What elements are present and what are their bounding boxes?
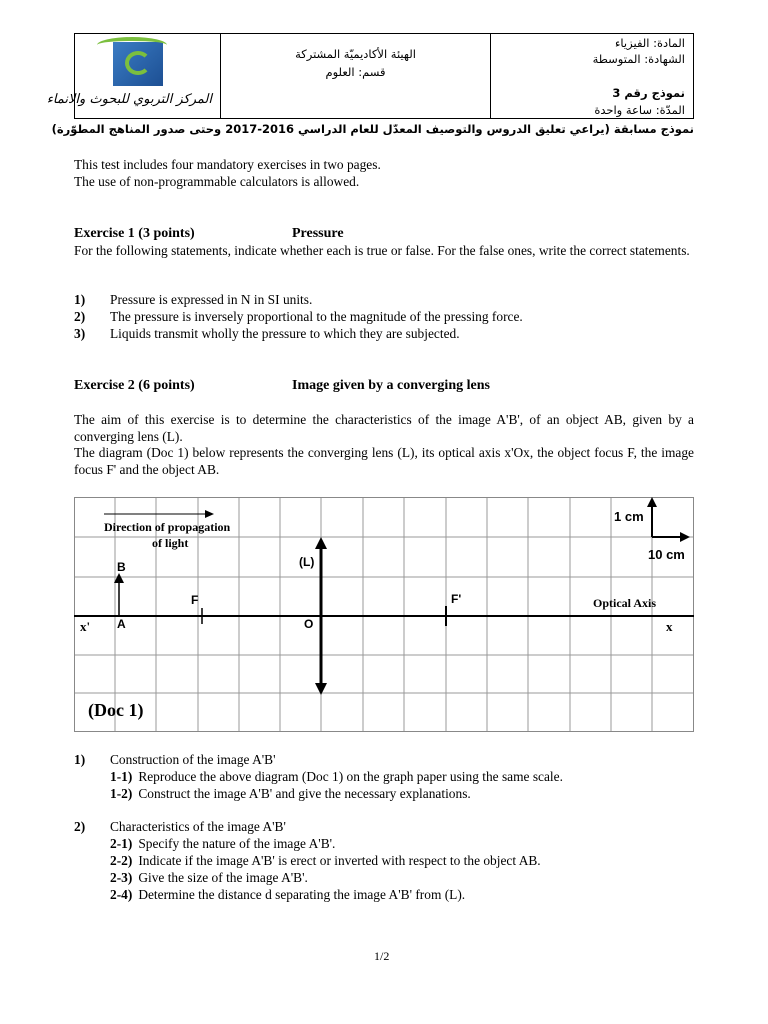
exercise-1-heading: Exercise 1 (3 points) [74, 226, 195, 241]
question-1-2: 1-2) Construct the image A'B' and give the necessary explanations. [110, 786, 471, 801]
header-table [46, 33, 694, 119]
banner-note: نموذج مسابقة (يراعي تعليق الدروس والتوصيف المعدّل للعام الدراسي 2016-2017 وحتى صدور المناهج المطوّرة) [51, 122, 694, 136]
propagation-arrowhead [205, 510, 214, 518]
scale-horizontal-label: 10 cm [648, 547, 685, 562]
lens-top-arrowhead [315, 537, 327, 549]
doc-label: (Doc 1) [88, 700, 144, 720]
department-name: قسم: العلوم [325, 65, 386, 79]
logo-swoosh [97, 37, 167, 53]
optical-axis-label: Optical Axis [593, 596, 657, 610]
duration-label: المدّة: ساعة واحدة [594, 103, 685, 117]
exercise-1-instructions: For the following statements, indicate whether each is true or false. For the false ones, write the correct statements. [74, 243, 690, 258]
focus-fp-label: F' [451, 592, 462, 606]
propagation-label: Direction of propagation [104, 520, 231, 534]
subject-label: المادة: الفيزياء [615, 36, 685, 50]
lens-diagram [74, 497, 694, 732]
center-name: المركز التربوي للبحوث والانماء [46, 92, 212, 107]
question-2-4: 2-4) Determine the distance d separating the image A'B' from (L). [110, 887, 466, 902]
certificate-label: الشهادة: المتوسطة [592, 52, 685, 66]
scale-horizontal-arrowhead [680, 532, 690, 542]
axis-x-label: x [666, 619, 673, 634]
model-number: نموذج رقم 3 [612, 86, 685, 100]
exercise-1-title: Pressure [292, 226, 344, 241]
intro-line-1: This test includes four mandatory exercises in two pages. [74, 157, 381, 172]
axis-xp-label: x' [80, 619, 91, 634]
header-logo-cell [46, 34, 221, 118]
question-2-3: 2-3) Give the size of the image A'B'. [110, 870, 308, 885]
propagation-label-2: of light [152, 536, 189, 550]
lens-label: (L) [299, 555, 315, 569]
logo-spiral [125, 51, 151, 75]
question-2-1: 2-1) Specify the nature of the image A'B'. [110, 836, 336, 851]
question-2-2: 2-2) Indicate if the image A'B' is erect or inverted with respect to the object AB. [110, 853, 541, 868]
exercise-2-aim: The aim of this exercise is to determine the characteristics of the image A'B', of an object AB, given by a converging lens (L). [74, 412, 694, 444]
question-1-1: 1-1) Reproduce the above diagram (Doc 1) on the graph paper using the same scale. [110, 769, 563, 784]
intro-line-2: The use of non-programmable calculators is allowed. [74, 174, 360, 189]
point-a-label: A [117, 617, 126, 631]
scale-vertical-label: 1 cm [614, 509, 644, 524]
center-o-label: O [304, 617, 314, 631]
header-authority-cell [221, 34, 491, 118]
exercise-2-heading: Exercise 2 (6 points) [74, 378, 195, 393]
exercise-2-diagram-description: The diagram (Doc 1) below represents the converging lens (L), its optical axis x'Ox, the object focus F, the image focus F' and the object AB. [74, 445, 694, 477]
point-b-label: B [117, 560, 126, 574]
scale-vertical-arrowhead [647, 497, 657, 507]
header-info-cell [491, 34, 693, 118]
exercise-2-title: Image given by a converging lens [292, 378, 490, 393]
page-number: 1/2 [374, 949, 390, 963]
focus-f-label: F [191, 593, 199, 607]
authority-name: الهيئة الأكاديميّة المشتركة [295, 47, 416, 61]
